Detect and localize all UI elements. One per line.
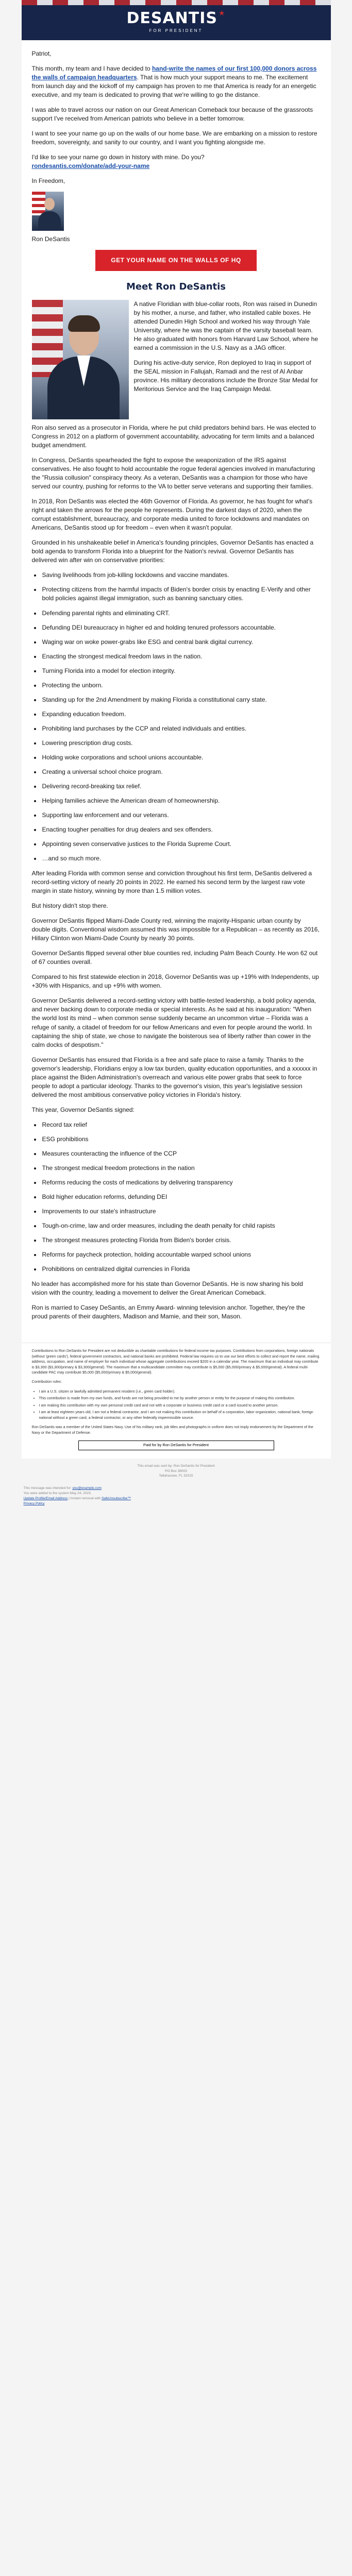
bio-paragraph-2: During his active-duty service, Ron deployed to Iraq in support of the SEAL mission in Fallujah, Ramadi and the rest of Al Anbar province. His military decorations include the Bronze Star Medal for Meritorious Service and the Iraq Campaign Medal. [133, 359, 318, 393]
letter-paragraph-3: I want to see your name go up on the walls of our home base. We are embarking on a mission to restore freedom, sovereignty, and sanity to our country, and I want you fighting alongside me. [31, 130, 317, 146]
letter-paragraph-1: This month, my team and I have decided to hand-write the names of our first 100,000 donors across the walls of campaign headquarters. That is how much your support means to me. The excitement from launch day and the kickoff of my campaign has proven to me that America is ready for an energetic executive, and my team is dedicated to proving that we're willing to go the distance. [31, 65, 317, 99]
letter-paragraph-2: I was able to travel across our nation on our Great American Comeback tour because of the grassroots support I've received from American patriots who believe in a better tomorrow. [31, 106, 313, 123]
privacy-policy-link[interactable]: Privacy Policy [23, 1502, 45, 1506]
bio-paragraph-14: No leader has accomplished more for his state than Governor DeSantis. He is now sharing his bold vision with the country, leading a movement to deliver the Great American Comeback. [31, 1280, 303, 1297]
star-icon: ★ [219, 9, 226, 18]
portrait-photo [32, 300, 129, 419]
list-item: • ESG prohibitions [41, 1135, 321, 1144]
disclaimer-paragraph-3: Ron DeSantis was a member of the United States Navy. Use of his military rank, job titles and photographs in uniform does not imply endorsement by the Department of the Navy or the Department of Defense. [31, 1425, 313, 1435]
paid-for-box: Paid for by Ron DeSantis for President [78, 1440, 274, 1450]
list-item: • Protecting citizens from the harmful impacts of Biden's border crisis by enacting E-Verify and other bold policies against illegal immigration, such as banning sanctuary cities. [41, 585, 321, 603]
logo-text: DESANTIS [126, 9, 217, 27]
list-item: • Improvements to our state's infrastructure [41, 1207, 321, 1216]
bio-paragraph-6: After leading Florida with common sense and conviction throughout his first term, DeSantis delivered a record-setting victory of nearly 20 points in 2022. He earned his second term by the largest raw vote margin in state history, winning by more than 1.5 million votes. [31, 870, 312, 895]
list-item: • The strongest measures protecting Florida from Biden's border crisis. [41, 1236, 321, 1245]
bio-paragraph-15: Ron is married to Casey DeSantis, an Emmy Award- winning television anchor. Together, they're the proud parents of their daughters, Madison and Mamie, and their son, Mason. [31, 1304, 305, 1320]
signature-name: Ron DeSantis [31, 235, 70, 243]
add-your-name-link[interactable]: rondesantis.com/donate/add-your-name [31, 162, 150, 170]
email-footer [22, 1459, 331, 1482]
legal-disclaimer [22, 1343, 331, 1458]
list-item: • Bold higher education reforms, defunding DEI [41, 1193, 321, 1201]
signature-photo [32, 192, 64, 231]
bio-intro [32, 300, 321, 423]
list-item: • Enacting the strongest medical freedom laws in the nation. [41, 652, 321, 661]
list-item: • Waging war on woke power-grabs like ESG and central bank digital currency. [41, 638, 321, 647]
bio-paragraph-3: In Congress, DeSantis spearheaded the fight to expose the weaponization of the IRS against conservatives. He also fought to hold accountable the rogue federal agencies involved in manufacturing the "Russia collusion" conspiracy theory. As a veteran, DeSantis was a champion for those who have served our country, pushing for reforms to the VA to better serve veterans and supporting their families. [31, 456, 315, 490]
flag-stripe [22, 0, 331, 5]
cta-container [32, 250, 321, 271]
bio-paragraph-7: But history didn't stop there. [31, 902, 108, 910]
bio-title: Meet Ron DeSantis [126, 281, 226, 293]
disclaimer-heading: Contribution rules: [31, 1379, 62, 1384]
list-item: • Turning Florida into a model for election integrity. [41, 667, 321, 675]
sender-line: This email was sent by: Ron DeSantis for President [137, 1464, 215, 1468]
update-profile-link[interactable]: Update Profile/Email Address [23, 1497, 68, 1501]
bio-paragraph-5: Grounded in his unshakeable belief in America's founding principles, Governor DeSantis has enacted a bold agenda to transform Florida into a blueprint for the Nation's revival. Governor DeSantis has delivered win after win on conservative priorities: [31, 539, 314, 564]
list-item: • I am at least eighteen years old, I am not a federal contractor, and I am not making this contribution on behalf of a corporation, labor organization, national bank, foreign national without a green card, a federal contractor, or any other federally impermissible source. [39, 1410, 321, 1420]
list-item: • Lowering prescription drug costs. [41, 739, 321, 748]
bio-paragraph-13: This year, Governor DeSantis signed: [31, 1106, 135, 1113]
list-item: • Helping families achieve the American dream of homeownership. [41, 796, 321, 805]
list-item: • Enacting tougher penalties for drug dealers and sex offenders. [41, 825, 321, 834]
bio-paragraph-8: Governor DeSantis flipped Miami-Dade County red, winning the majority-Hispanic urban county by double digits. Conventional wisdom assumed this was impossible for a Republican – as recently as 2016, Hillary Clinton won Miami-Dade County by nearly 30 points. [31, 917, 320, 942]
bio-paragraph-10: Compared to his first statewide election in 2018, Governor DeSantis was up +19% with Independents, up +30% with Hispanics, and up +9% with women. [31, 973, 319, 990]
bio-paragraph-2-cont: Ron also served as a prosecutor in Florida, where he put child predators behind bars. He was elected to Congress in 2012 on a platform of government accountability, advocating for term limits and a balanced budget amendment. [31, 423, 316, 449]
logo-subtext: FOR PRESIDENT [149, 28, 203, 33]
list-item: • Standing up for the 2nd Amendment by making Florida a constitutional carry state. [41, 696, 321, 704]
list-item: • The strongest medical freedom protections in the nation [41, 1164, 321, 1173]
priorities-list [41, 571, 321, 863]
list-item: • I am a U.S. citizen or lawfully admitted permanent resident (i.e., green card holder). [39, 1389, 321, 1394]
bio-paragraph-4: In 2018, Ron DeSantis was elected the 46th Governor of Florida. As governor, he has fought for what's right and taken the arrows for the people he represents. During the darkest days of 2020, when the corrupt establishment, bureaucracy, and corporate media united to force lockdowns and mandates on Americans, DeSantis stood up for freedom – even when it wasn't popular. [31, 498, 313, 532]
list-item: • Prohibitions on centralized digital currencies in Florida [41, 1265, 321, 1274]
list-item: • Reforms for paycheck protection, holding accountable warped school unions [41, 1250, 321, 1259]
list-item: • Measures counteracting the influence of the CCP [41, 1149, 321, 1158]
list-item: • Prohibiting land purchases by the CCP and related individuals and entities. [41, 724, 321, 733]
bio-paragraph-12: Governor DeSantis has ensured that Florida is a free and safe place to raise a family. Thanks to the governor's leadership, Floridians enjoy a low tax burden, quality education opportunities, and a xxxxxx in place against the Biden Administration's overreach and various elite power grabs that seek to force people to adopt a particular ideology. Thanks to the governor's vision, this year's legislative session delivered the most ambitious conservative policy victories in Florida's history. [31, 1056, 317, 1098]
list-item: • Protecting the unborn. [41, 681, 321, 690]
safe-unsubscribe-link[interactable]: SafeUnsubscribe™ [102, 1497, 131, 1501]
hand-write-names-link[interactable]: hand-write the names of our first 100,000 donors across the walls of campaign headquarters [31, 65, 317, 81]
campaign-logo [22, 9, 331, 33]
get-your-name-button[interactable]: GET YOUR NAME ON THE WALLS OF HQ [95, 250, 256, 271]
closing: In Freedom, [31, 177, 65, 185]
recipient-email-link[interactable]: you@example.com [72, 1486, 102, 1490]
list-item: • Tough-on-crime, law and order measures, including the death penalty for child rapists [41, 1222, 321, 1230]
bio-paragraph-11: Governor DeSantis delivered a record-setting victory with battle-tested leadership, a bold policy agenda, and never backing down to corporate media or special interests. As he said at his inauguration: "When the world lost its mind – when common sense suddenly became an uncommon virtue – Florida was a refuge of sanity, a citadel of freedom for our fellow Americans and even for people around the world. In captaining the ship of state, we chose to navigate the boisterous sea of liberty rather than cower in the calm docks of despotism." [31, 997, 316, 1048]
list-item: • Defending parental rights and eliminating CRT. [41, 609, 321, 618]
list-item: • Creating a universal school choice program. [41, 768, 321, 776]
greeting: Patriot, [31, 50, 52, 57]
list-item: • Reforms reducing the costs of medications by delivering transparency [41, 1178, 321, 1187]
list-item: • This contribution is made from my own funds, and funds are not being provided to me by another person or entity for the purpose of making this contribution. [39, 1396, 321, 1401]
list-item: • I am making this contribution with my own personal credit card and not with a corporate or business credit card or a card issued to another person. [39, 1403, 321, 1408]
sender-address: PO Box 38003 [165, 1469, 187, 1473]
sender-city: Tallahassee, FL 32315 [159, 1474, 193, 1478]
list-item: • Appointing seven conservative justices to the Florida Supreme Court. [41, 840, 321, 849]
unsubscribe-section: This message was intended for: you@example.com You were added to the system May 24, 2023. Update Profile/Email Address | Instant removal with SafeUnsubscribe™ Privacy Policy [23, 1486, 131, 1506]
list-item: • Defunding DEI bureaucracy in higher ed and holding tenured professors accountable. [41, 623, 321, 632]
campaign-header [22, 0, 331, 40]
list-item: • Supporting law enforcement and our veterans. [41, 811, 321, 820]
list-item: • …and so much more. [41, 854, 321, 863]
list-item: • Saving livelihoods from job-killing lockdowns and vaccine mandates. [41, 571, 321, 580]
contribution-rules-list [39, 1389, 321, 1420]
list-item: • Record tax relief [41, 1121, 321, 1129]
list-item: • Expanding education freedom. [41, 710, 321, 719]
signed-list [41, 1121, 321, 1274]
bio-paragraph-1: A native Floridian with blue-collar roots, Ron was raised in Dunedin by his mother, a nurse, and father, who installed cable boxes. He attended Dunedin High School and worked his way through Yale University, where he was the captain of the varsity baseball team. He also graduated with honors from Harvard Law School, where he earned a commission in the U.S. Navy as a JAG officer. [133, 300, 319, 352]
email-body [22, 40, 331, 1343]
disclaimer-paragraph-1: Contributions to Ron DeSantis for President are not deductible as charitable contributions for federal income tax purposes. Contributions from corporations, foreign nationals (without 'green cards'), federal government contractors, and national banks are prohibited. Federal law requires us to use our best efforts to collect and report the name, mailing address, occupation, and name of employer for each individual whose aggregate contributions exceed $200 in a calendar year. The maximum that an individual may contribute is $3,300 ($3,300/primary & $3,300/general). The maximum that a multicandidate committee may contribute is $5,000 ($5,000/primary & $5,000/general). A federal multi-candidate PAC may contribute $5,000 ($5,000/primary & $5,000/general). [31, 1348, 320, 1375]
list-item: • Delivering record-breaking tax relief. [41, 782, 321, 791]
list-item: • Holding woke corporations and school unions accountable. [41, 753, 321, 762]
bio-paragraph-9: Governor DeSantis flipped several other blue counties red, including Palm Beach County. He won 62 out of 67 counties overall. [31, 950, 318, 966]
letter-paragraph-4: I'd like to see your name go down in history with mine. Do you? rondesantis.com/donate/add-your-name [31, 154, 205, 170]
